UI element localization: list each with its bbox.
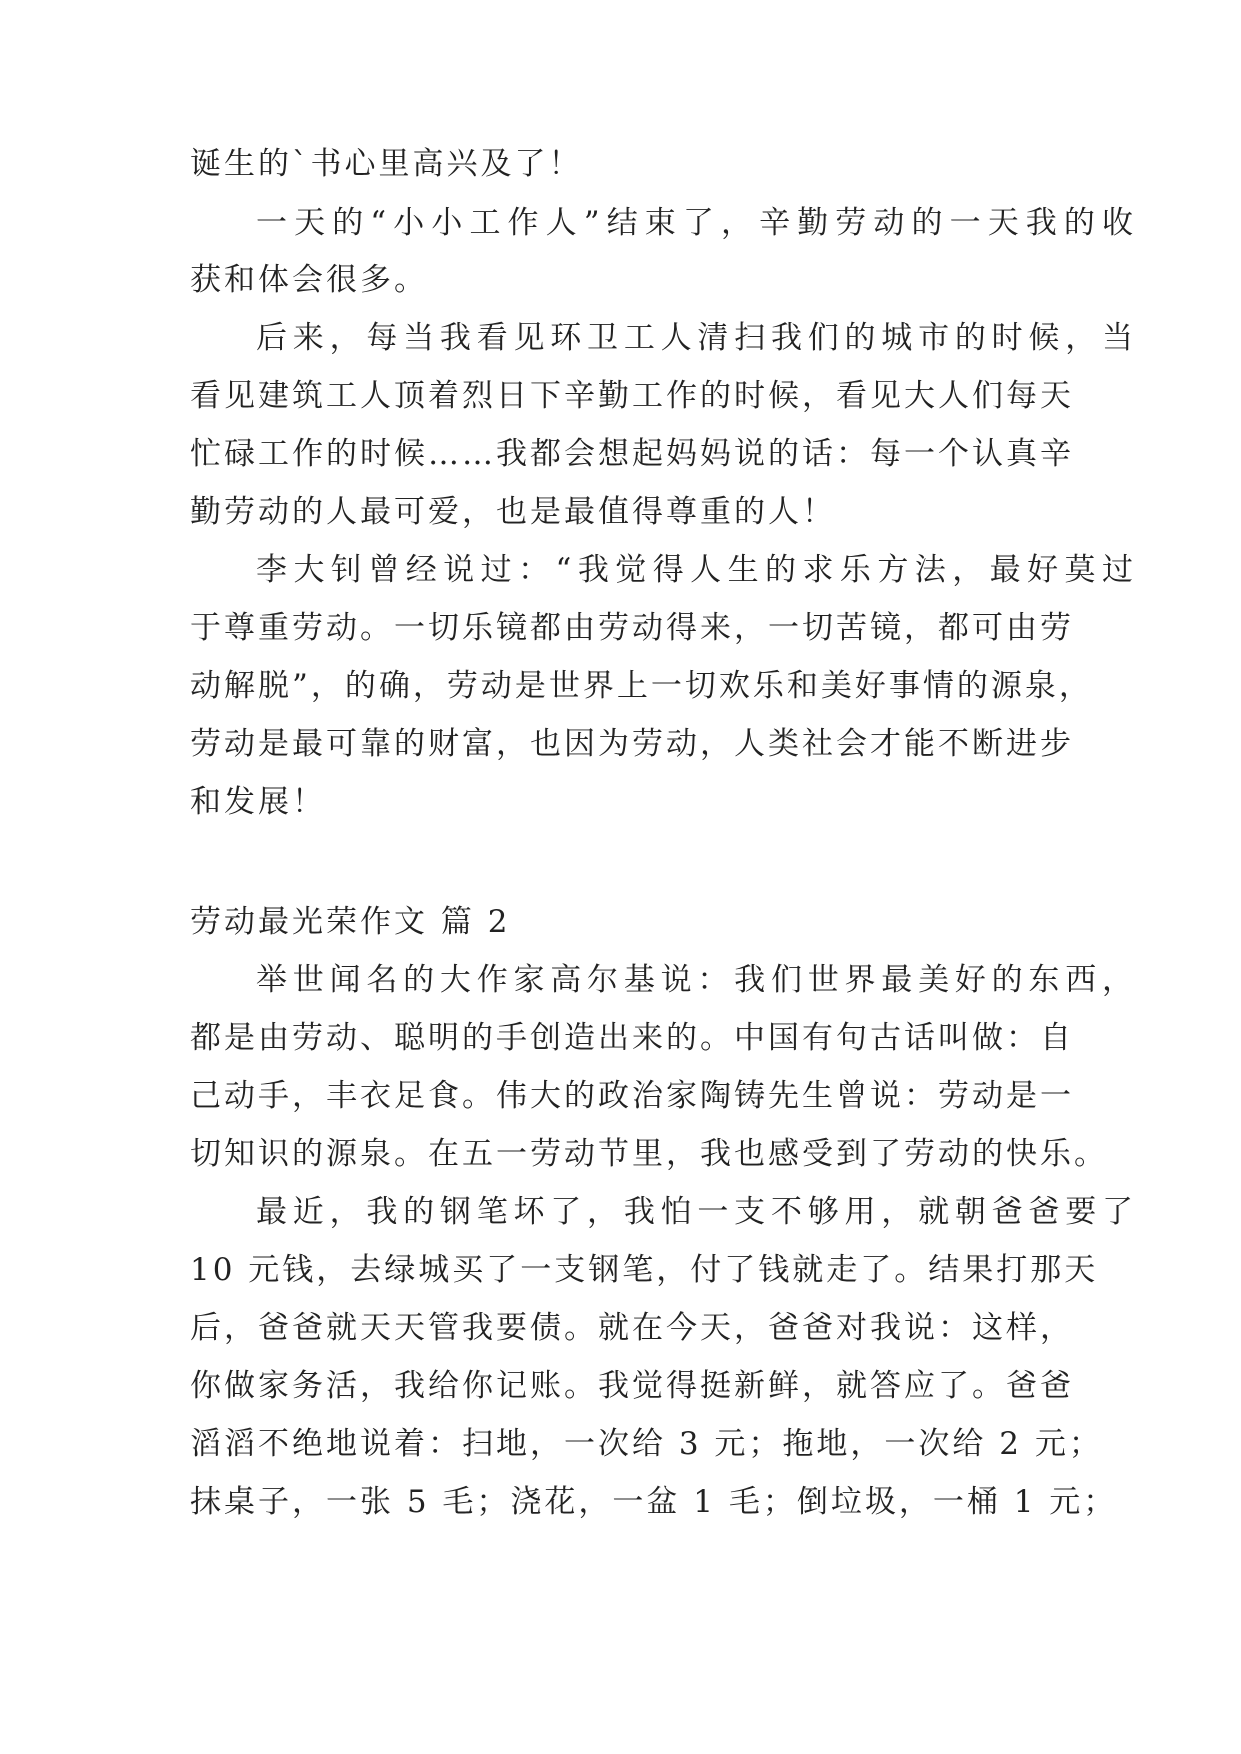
paragraph-line: 都是由劳动、聪明的手创造出来的。中国有句古话叫做：自 [190,1020,1074,1056]
paragraph-line: 忙碌工作的时候……我都会想起妈妈说的话：每一个认真辛 [190,436,1074,472]
paragraph-line: 己动手，丰衣足食。伟大的政治家陶铸先生曾说：劳动是一 [190,1078,1074,1114]
paragraph-line: 抹桌子，一张 5 毛；浇花，一盆 1 毛；倒垃圾，一桶 1 元； [190,1484,1118,1520]
paragraph-line: 切知识的源泉。在五一劳动节里，我也感受到了劳动的快乐。 [190,1136,1108,1172]
paragraph-line: 看见建筑工人顶着烈日下辛勤工作的时候，看见大人们每天 [190,378,1074,414]
section-heading: 劳动最光荣作文 篇 2 [190,904,511,940]
paragraph-line: 10 元钱，去绿城买了一支钢笔，付了钱就走了。结果打那天 [190,1252,1099,1288]
paragraph-line: 滔滔不绝地说着：扫地，一次给 3 元；拖地，一次给 2 元； [190,1426,1103,1462]
paragraph-line: 于尊重劳动。一切乐镜都由劳动得来，一切苦镜，都可由劳 [190,610,1074,646]
paragraph-line: 勤劳动的人最可爱，也是最值得尊重的人！ [190,494,836,530]
paragraph-line: 最近，我的钢笔坏了，我怕一支不够用，就朝爸爸要了 [256,1194,1136,1230]
paragraph-line: 李大钊曾经说过：“我觉得人生的求乐方法，最好莫过 [256,552,1136,588]
paragraph-line: 动解脱”，的确，劳动是世界上一切欢乐和美好事情的源泉， [190,668,1093,704]
paragraph-line: 一天的“小小工作人”结束了，辛勤劳动的一天我的收 [256,205,1136,241]
paragraph-line: 获和体会很多。 [190,262,428,298]
paragraph-line: 和发展！ [190,784,326,820]
paragraph-line: 劳动是最可靠的财富，也因为劳动，人类社会才能不断进步 [190,726,1074,762]
paragraph-line: 诞生的`书心里高兴及了！ [190,146,583,182]
paragraph-line: 后，爸爸就天天管我要债。就在今天，爸爸对我说：这样， [190,1310,1074,1346]
paragraph-line: 举世闻名的大作家高尔基说：我们世界最美好的东西， [256,962,1136,998]
paragraph-line: 你做家务活，我给你记账。我觉得挺新鲜，就答应了。爸爸 [190,1368,1074,1404]
paragraph-line: 后来，每当我看见环卫工人清扫我们的城市的时候，当 [256,320,1136,356]
